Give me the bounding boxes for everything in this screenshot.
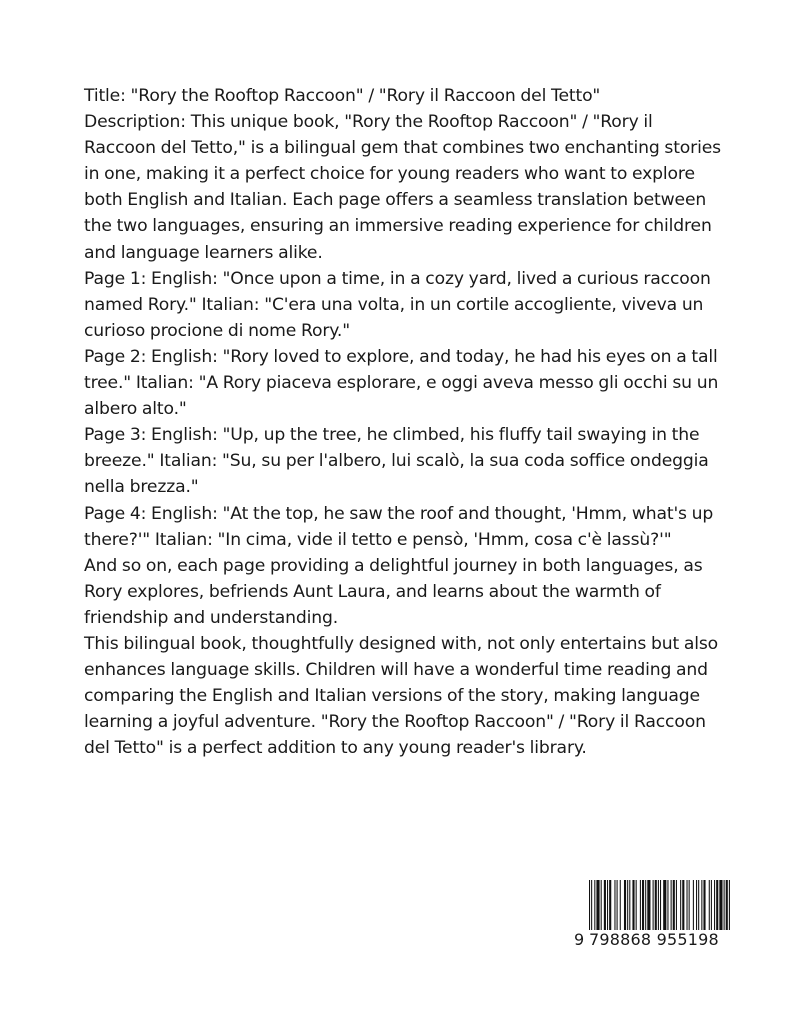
page-4-paragraph: Page 4: English: "At the top, he saw the roof and thought, 'Hmm, what's up there?'" Italian: "In cima, vide il tetto e pensò, 'Hmm, cosa c'è lassù?'" xyxy=(84,503,714,550)
barcode-bar xyxy=(682,880,684,930)
barcode-bar xyxy=(645,880,646,930)
isbn-barcode xyxy=(570,880,732,952)
barcode-bar xyxy=(667,880,668,930)
summary-paragraph: And so on, each page providing a delightful journey in both languages, as Rory explores, befriends Aunt Laura, and learns about the warmth of friendship and understanding. xyxy=(84,555,703,628)
barcode-bar xyxy=(719,880,722,930)
barcode-bar xyxy=(696,880,697,930)
barcode-bar xyxy=(663,880,666,930)
barcode-bar xyxy=(726,880,728,930)
barcode-bar xyxy=(714,880,715,930)
barcode-number xyxy=(570,930,732,950)
barcode-bars-icon xyxy=(589,880,731,930)
barcode-bar xyxy=(617,880,618,930)
barcode-bar xyxy=(693,880,694,930)
barcode-bar xyxy=(676,880,677,930)
barcode-bar xyxy=(589,880,590,930)
barcode-digits: 798868 955198 xyxy=(589,930,719,949)
barcode-bar xyxy=(647,880,650,930)
barcode-bar xyxy=(607,880,608,930)
barcode-bar xyxy=(709,880,710,930)
barcode-bar xyxy=(629,880,630,930)
barcode-bar xyxy=(632,880,634,930)
page-2-paragraph: Page 2: English: "Rory loved to explore, and today, he had his eyes on a tall tree." Italian: "A Rory piaceva esplorare, e oggi aveva messo gli occhi su un albero alto." xyxy=(84,346,719,420)
title-line: Title: "Rory the Rooftop Raccoon" / "Rory il Raccoon del Tetto" xyxy=(84,86,601,106)
barcode-bar xyxy=(604,880,606,930)
barcode-bar xyxy=(724,880,725,930)
barcode-bar xyxy=(591,880,592,930)
barcode-bar xyxy=(601,880,602,930)
barcode-bar xyxy=(642,880,644,930)
barcode-bar xyxy=(594,880,595,930)
closing-paragraph: This bilingual book, thoughtfully designed with, not only entertains but also enhances language skills. Children will have a wonderful time reading and comparing the English and Italian versions of the story, making language learning a joyful adventure. "Rory the Rooftop Raccoon" / "Rory il Raccoon del Tetto" is a perfect addition to any young reader's library. xyxy=(84,633,719,759)
barcode-bar xyxy=(624,880,626,930)
description-paragraph: Description: This unique book, "Rory the Rooftop Raccoon" / "Rory il Raccoon del Tetto," is a bilingual gem that combines two enchanting stories in one, making it a perfect choice for young readers who want to explore both English and Italian. Each page offers a seamless translation between the two languages, ensuring an immersive reading experience for children and language learners alike. xyxy=(84,112,721,263)
barcode-bar xyxy=(620,880,621,930)
barcode-bar xyxy=(655,880,657,930)
barcode-lead-digit: 9 xyxy=(574,930,585,949)
barcode-bar xyxy=(673,880,675,930)
page-3-paragraph: Page 3: English: "Up, up the tree, he climbed, his fluffy tail swaying in the breeze." Italian: "Su, su per l'albero, lui scalò, la sua coda soffice ondeggia nella brezza." xyxy=(84,425,709,498)
page-1-paragraph: Page 1: English: "Once upon a time, in a cozy yard, lived a curious raccoon named Rory." Italian: "C'era una volta, in un cortile accogliente, viveva un curioso procione di nome Rory." xyxy=(84,268,711,341)
barcode-bar xyxy=(596,880,599,930)
barcode-bar xyxy=(689,880,690,930)
barcode-bar xyxy=(627,880,628,930)
barcode-bar xyxy=(680,880,681,930)
barcode-bar xyxy=(729,880,730,930)
barcode-bar xyxy=(609,880,611,930)
barcode-bar xyxy=(703,880,705,930)
barcode-bar xyxy=(614,880,615,930)
barcode-bar xyxy=(660,880,661,930)
barcode-bar xyxy=(653,880,654,930)
book-description-text xyxy=(84,83,724,761)
barcode-bar xyxy=(658,880,659,930)
barcode-bar xyxy=(640,880,641,930)
barcode-bar xyxy=(636,880,637,930)
barcode-bar xyxy=(701,880,702,930)
barcode-bar xyxy=(716,880,718,930)
barcode-bar xyxy=(671,880,672,930)
barcode-bar xyxy=(698,880,699,930)
barcode-bar xyxy=(711,880,712,930)
barcode-bar xyxy=(686,880,687,930)
